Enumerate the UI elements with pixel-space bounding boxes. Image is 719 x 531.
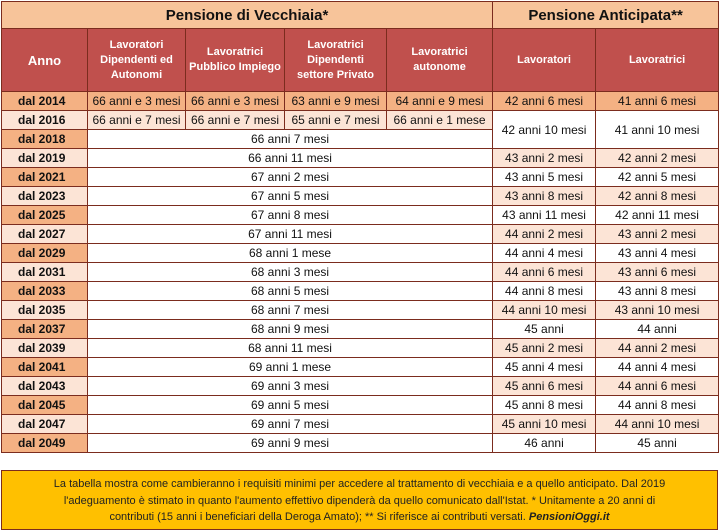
header-line: autonome	[413, 61, 466, 73]
year-cell: dal 2019	[2, 149, 88, 168]
vecchiaia-merged-cell: 69 anni 5 mesi	[88, 396, 493, 415]
footnote-line: La tabella mostra come cambieranno i requisiti minimi per accedere al trattamento di vecchiaia e a quello anticipato. Dal 2019	[53, 478, 666, 490]
footnote-line: l'adeguamento è stimato in quanto l'aumento effettivo dipenderà da quello comunicato dall'Istat. * Unitamente a 20 anni di	[63, 494, 656, 507]
year-cell: dal 2031	[2, 263, 88, 282]
year-cell: dal 2049	[2, 434, 88, 453]
table-row	[2, 206, 719, 225]
anticipata-lavoratori-header: Lavoratori	[493, 29, 596, 92]
year-cell: dal 2043	[2, 377, 88, 396]
anticipata-lavoratrici-header: Lavoratrici	[596, 29, 719, 92]
anticipata-lavoratrici-cell: 42 anni 5 mesi	[596, 168, 719, 187]
anticipata-lavoratrici-cell: 43 anni 10 mesi	[596, 301, 719, 320]
anticipata-group-header: Pensione Anticipata**	[493, 2, 719, 29]
table-row	[2, 149, 719, 168]
table-row	[2, 396, 719, 415]
vecchiaia-merged-cell: 67 anni 11 mesi	[88, 225, 493, 244]
year-cell: dal 2039	[2, 339, 88, 358]
anticipata-lavoratori-cell: 44 anni 4 mesi	[493, 244, 596, 263]
anticipata-lavoratrici-cell: 42 anni 8 mesi	[596, 187, 719, 206]
vecchiaia-merged-cell: 68 anni 11 mesi	[88, 339, 493, 358]
anno-column-header: Anno	[2, 29, 88, 92]
lavoratrici-settore-privato-header	[285, 29, 387, 92]
year-cell: dal 2025	[2, 206, 88, 225]
vecchiaia-merged-cell: 66 anni 7 mesi	[88, 130, 493, 149]
table-footnote	[1, 470, 718, 530]
header-line: settore Privato	[296, 68, 375, 81]
table-row	[2, 168, 719, 187]
year-cell: dal 2023	[2, 187, 88, 206]
lavoratori-dipendenti-autonomi-header	[88, 29, 186, 92]
table-row	[2, 282, 719, 301]
table-row	[2, 377, 719, 396]
vecchiaia-cell: 66 anni e 7 mesi	[186, 111, 285, 130]
anticipata-lavoratrici-cell: 42 anni 11 mesi	[596, 206, 719, 225]
header-line: Pubblico Impiego	[189, 61, 281, 73]
header-line: Lavoratrici	[411, 46, 468, 58]
anticipata-lavoratori-cell: 46 anni	[493, 434, 596, 453]
header-line: Lavoratrici	[206, 46, 264, 58]
year-cell: dal 2029	[2, 244, 88, 263]
anticipata-lavoratori-cell: 43 anni 2 mesi	[493, 149, 596, 168]
header-line: Lavoratori	[109, 38, 164, 51]
table-row	[2, 111, 719, 130]
year-cell: dal 2045	[2, 396, 88, 415]
group-header-row	[2, 2, 719, 29]
year-cell: dal 2041	[2, 358, 88, 377]
table-row	[2, 263, 719, 282]
table-row	[2, 225, 719, 244]
table-row	[2, 244, 719, 263]
anticipata-lavoratori-cell: 44 anni 6 mesi	[493, 263, 596, 282]
footnote-line: contributi (15 anni i beneficiari della Deroga Amato); ** Si riferisce ai contributi versati.	[109, 511, 526, 523]
vecchiaia-cell: 66 anni e 1 mese	[387, 111, 493, 130]
header-line: Dipendenti	[307, 53, 364, 66]
year-cell: dal 2016	[2, 111, 88, 130]
vecchiaia-merged-cell: 69 anni 3 mesi	[88, 377, 493, 396]
anticipata-lavoratrici-cell: 44 anni 6 mesi	[596, 377, 719, 396]
vecchiaia-merged-cell: 69 anni 7 mesi	[88, 415, 493, 434]
year-cell: dal 2035	[2, 301, 88, 320]
anticipata-lavoratori-cell: 44 anni 8 mesi	[493, 282, 596, 301]
anticipata-lavoratrici-cell: 43 anni 4 mesi	[596, 244, 719, 263]
anticipata-lavoratori-cell: 43 anni 8 mesi	[493, 187, 596, 206]
anticipata-lavoratori-cell: 45 anni	[493, 320, 596, 339]
vecchiaia-merged-cell: 68 anni 9 mesi	[88, 320, 493, 339]
year-cell: dal 2047	[2, 415, 88, 434]
anticipata-lavoratori-cell: 42 anni 10 mesi	[493, 111, 596, 149]
anticipata-lavoratrici-cell: 42 anni 2 mesi	[596, 149, 719, 168]
table-row	[2, 92, 719, 111]
header-line: Autonomi	[110, 68, 163, 81]
anticipata-lavoratori-cell: 43 anni 5 mesi	[493, 168, 596, 187]
pension-requirements-table	[1, 1, 719, 453]
anticipata-lavoratrici-cell: 44 anni 8 mesi	[596, 396, 719, 415]
anticipata-lavoratrici-cell: 41 anni 10 mesi	[596, 111, 719, 149]
anticipata-lavoratrici-cell: 41 anni 6 mesi	[596, 92, 719, 111]
vecchiaia-merged-cell: 67 anni 8 mesi	[88, 206, 493, 225]
table-row	[2, 301, 719, 320]
vecchiaia-merged-cell: 68 anni 7 mesi	[88, 301, 493, 320]
year-cell: dal 2014	[2, 92, 88, 111]
vecchiaia-cell: 66 anni e 3 mesi	[186, 92, 285, 111]
vecchiaia-cell: 65 anni e 7 mesi	[285, 111, 387, 130]
anticipata-lavoratori-cell: 45 anni 6 mesi	[493, 377, 596, 396]
vecchiaia-merged-cell: 66 anni 11 mesi	[88, 149, 493, 168]
year-cell: dal 2037	[2, 320, 88, 339]
vecchiaia-merged-cell: 69 anni 9 mesi	[88, 434, 493, 453]
header-line: Lavoratrici	[307, 38, 364, 51]
anticipata-lavoratori-cell: 45 anni 2 mesi	[493, 339, 596, 358]
table-row	[2, 339, 719, 358]
anticipata-lavoratori-cell: 45 anni 8 mesi	[493, 396, 596, 415]
anticipata-lavoratrici-cell: 43 anni 2 mesi	[596, 225, 719, 244]
anticipata-lavoratrici-cell: 44 anni	[596, 320, 719, 339]
table-row	[2, 415, 719, 434]
vecchiaia-group-header: Pensione di Vecchiaia*	[2, 2, 493, 29]
table-row	[2, 320, 719, 339]
year-cell: dal 2021	[2, 168, 88, 187]
anticipata-lavoratori-cell: 43 anni 11 mesi	[493, 206, 596, 225]
anticipata-lavoratori-cell: 42 anni 6 mesi	[493, 92, 596, 111]
anticipata-lavoratrici-cell: 44 anni 10 mesi	[596, 415, 719, 434]
vecchiaia-cell: 63 anni e 9 mesi	[285, 92, 387, 111]
anticipata-lavoratrici-cell: 44 anni 4 mesi	[596, 358, 719, 377]
anticipata-lavoratrici-cell: 43 anni 6 mesi	[596, 263, 719, 282]
anticipata-lavoratori-cell: 45 anni 10 mesi	[493, 415, 596, 434]
source-brand: PensioniOggi.it	[528, 511, 610, 523]
anticipata-lavoratori-cell: 44 anni 2 mesi	[493, 225, 596, 244]
anticipata-lavoratrici-cell: 44 anni 2 mesi	[596, 339, 719, 358]
vecchiaia-merged-cell: 68 anni 3 mesi	[88, 263, 493, 282]
anticipata-lavoratori-cell: 44 anni 10 mesi	[493, 301, 596, 320]
vecchiaia-merged-cell: 68 anni 5 mesi	[88, 282, 493, 301]
vecchiaia-merged-cell: 67 anni 5 mesi	[88, 187, 493, 206]
table-row	[2, 434, 719, 453]
lavoratrici-autonome-header	[387, 29, 493, 92]
vecchiaia-merged-cell: 68 anni 1 mese	[88, 244, 493, 263]
year-cell: dal 2018	[2, 130, 88, 149]
anticipata-lavoratrici-cell: 43 anni 8 mesi	[596, 282, 719, 301]
vecchiaia-cell: 66 anni e 7 mesi	[88, 111, 186, 130]
column-header-row	[2, 29, 719, 92]
vecchiaia-merged-cell: 67 anni 2 mesi	[88, 168, 493, 187]
anticipata-lavoratori-cell: 45 anni 4 mesi	[493, 358, 596, 377]
table-row	[2, 358, 719, 377]
header-line: Dipendenti ed	[100, 53, 173, 66]
lavoratrici-pubblico-impiego-header	[186, 29, 285, 92]
vecchiaia-cell: 66 anni e 3 mesi	[88, 92, 186, 111]
table-row	[2, 187, 719, 206]
vecchiaia-merged-cell: 69 anni 1 mese	[88, 358, 493, 377]
year-cell: dal 2033	[2, 282, 88, 301]
year-cell: dal 2027	[2, 225, 88, 244]
anticipata-lavoratrici-cell: 45 anni	[596, 434, 719, 453]
vecchiaia-cell: 64 anni e 9 mesi	[387, 92, 493, 111]
